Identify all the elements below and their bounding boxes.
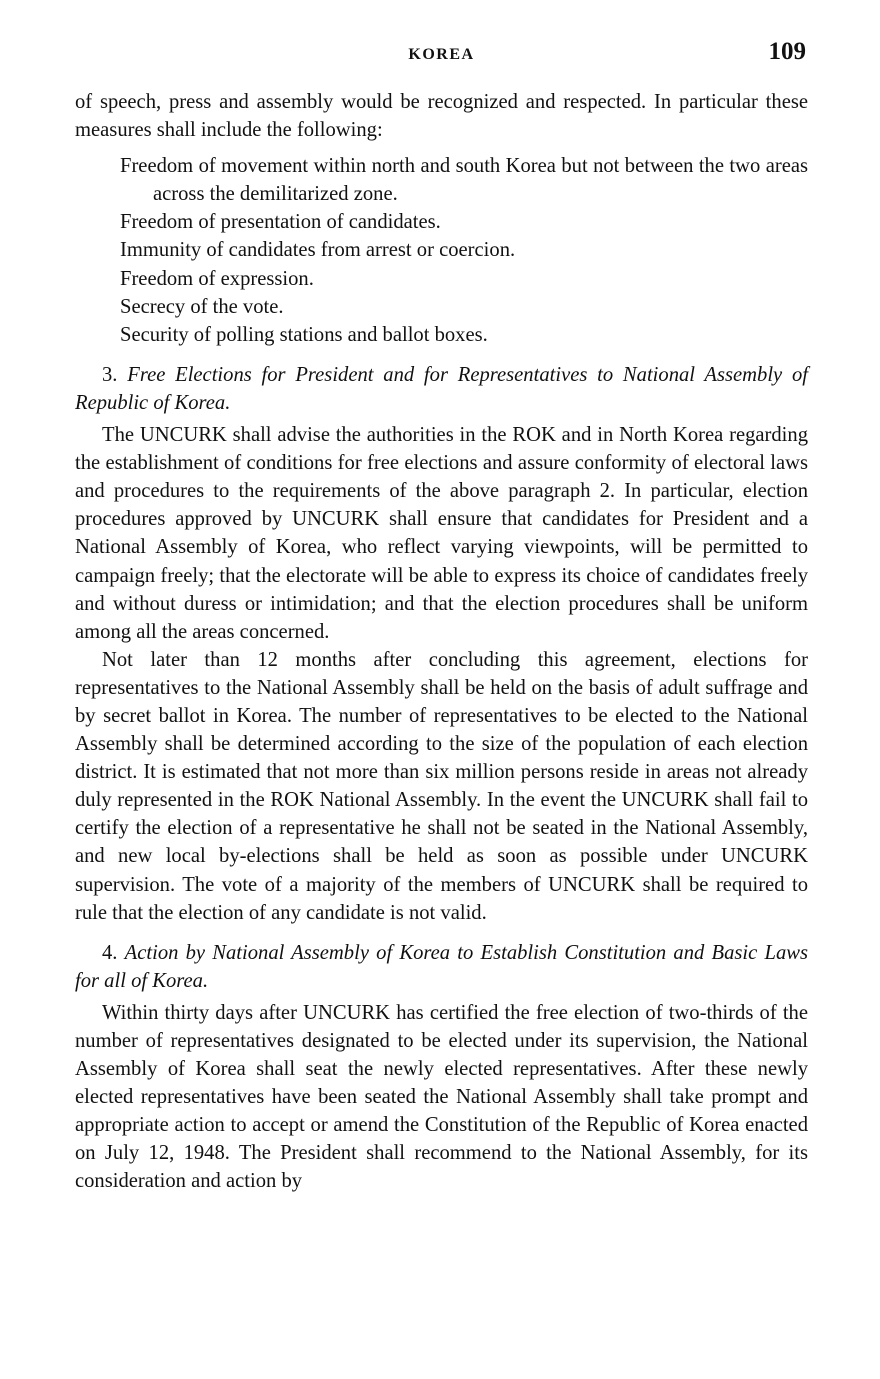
list-item: Secrecy of the vote. bbox=[120, 295, 284, 318]
list-item: Freedom of expression. bbox=[120, 267, 314, 290]
body-text bbox=[75, 88, 808, 1196]
measures-list bbox=[120, 152, 808, 349]
section-4-paragraph-1: Within thirty days after UNCURK has certified the free election of two-thirds of the number of representatives designated to be elected under its supervision, the National Assembly of Korea shall seat the newly elected representatives. After these newly elected representatives have been seated the National Assembly shall take prompt and appropriate action to accept or amend the Constitution of the Republic of Korea enacted on July 12, 1948. The President shall recommend to the National Assembly, for its consideration and action by bbox=[75, 1001, 808, 1193]
list-item: Security of polling stations and ballot boxes. bbox=[120, 323, 488, 346]
intro-paragraph: of speech, press and assembly would be recognized and respected. In particular these measures shall include the following: bbox=[75, 91, 808, 142]
list-item: Freedom of movement within north and south Korea but not between the two areas across the demilitarized zone. bbox=[120, 155, 808, 206]
section-3-title: Free Elections for President and for Representatives to National Assembly of Republic of Korea. bbox=[75, 363, 808, 414]
list-item: Freedom of presentation of candidates. bbox=[120, 211, 441, 234]
page-number: 109 bbox=[768, 38, 806, 65]
section-3-heading bbox=[75, 361, 808, 417]
list-item: Immunity of candidates from arrest or coercion. bbox=[120, 239, 516, 262]
section-3-number: 3. bbox=[102, 363, 118, 386]
running-head bbox=[75, 38, 808, 70]
section-4-number: 4. bbox=[102, 941, 118, 964]
section-3-paragraph-2: Not later than 12 months after concluding this agreement, elections for representatives to the National Assembly shall be held on the basis of adult suffrage and by secret ballot in Korea. The number of representatives to be elected to the National Assembly shall be determined according to the size of the population of each election district. It is estimated that not more than six million persons reside in areas not already duly represented in the ROK National Assembly. In the event the UNCURK shall fail to certify the election of a representative he shall not be seated in the National Assembly, and new local by-elections shall be held as soon as possible under UNCURK supervision. The vote of a majority of the members of UNCURK shall be required to rule that the election of any candidate is not valid. bbox=[75, 648, 808, 924]
section-4-heading bbox=[75, 939, 808, 995]
running-title: KOREA bbox=[408, 46, 475, 63]
section-3-paragraph-1: The UNCURK shall advise the authorities in the ROK and in North Korea regarding the establishment of conditions for free elections and assure conformity of electoral laws and procedures to the requirements of the above paragraph 2. In particular, election procedures approved by UNCURK shall ensure that candidates for President and a National Assembly of Korea, who reflect varying viewpoints, will be permitted to campaign freely; that the electorate will be able to express its choice of candidates freely and without duress or intimidation; and that the election procedures shall be uniform among all the areas concerned. bbox=[75, 424, 808, 643]
section-4-title: Action by National Assembly of Korea to Establish Constitution and Basic Laws for all of Korea. bbox=[75, 941, 808, 992]
